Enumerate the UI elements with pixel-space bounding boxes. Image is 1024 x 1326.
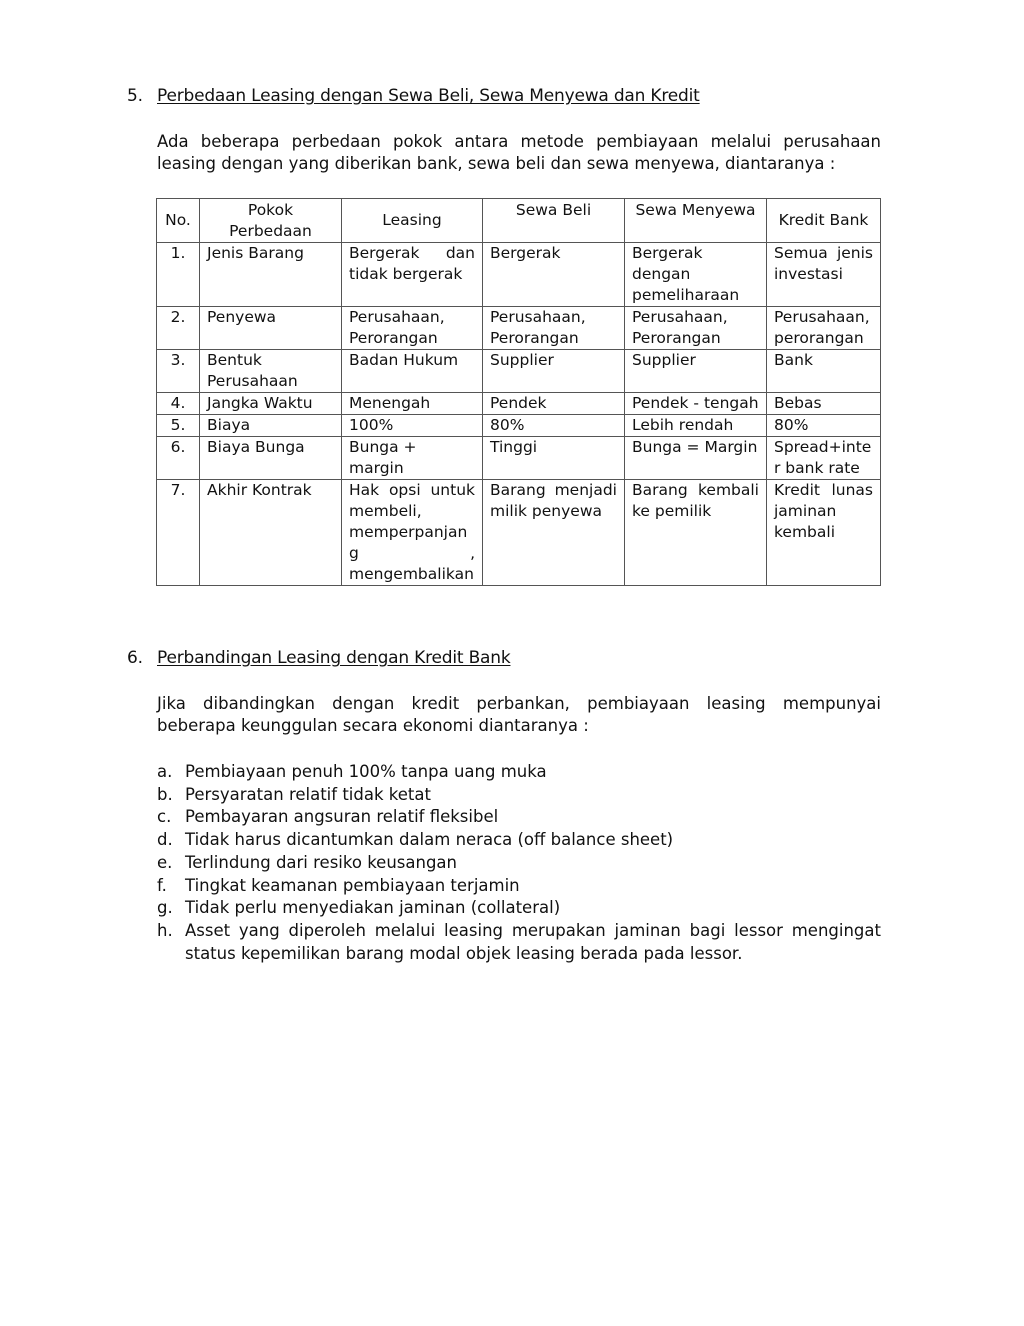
cell-sewa-beli: Barang menjadi milik penyewa xyxy=(483,480,625,586)
section-5-intro: Ada beberapa perbedaan pokok antara metode pembiayaan melalui perusahaan leasing dengan yang diberikan bank, sewa beli dan sewa menyewa, diantaranya : xyxy=(157,132,881,173)
cell-leasing: Badan Hukum xyxy=(342,350,483,393)
cell-sewa-menyewa: Bunga = Margin xyxy=(625,437,767,480)
header-sewa-beli: Sewa Beli xyxy=(483,199,625,243)
list-item xyxy=(157,920,881,965)
cell-leasing: Menengah xyxy=(342,393,483,415)
comparison-table xyxy=(156,198,881,586)
list-marker: d. xyxy=(157,830,173,850)
list-item-text: Tingkat keamanan pembiayaan terjamin xyxy=(185,875,520,895)
list-marker: c. xyxy=(157,807,172,827)
cell-sewa-menyewa: Perusahaan, Perorangan xyxy=(625,307,767,350)
cell-kredit-bank: Bank xyxy=(767,350,881,393)
cell-no: 1. xyxy=(157,243,200,307)
header-pokok-perbedaan-label: Pokok Perbedaan xyxy=(229,201,312,240)
list-marker: h. xyxy=(157,920,173,940)
header-pokok-perbedaan xyxy=(200,199,342,243)
list-item-text: Tidak harus dicantumkan dalam neraca (off balance sheet) xyxy=(185,830,674,850)
header-sewa-menyewa: Sewa Menyewa xyxy=(625,199,767,243)
cell-kredit-bank: Kredit lunas jaminan kembali xyxy=(767,480,881,586)
cell-sewa-menyewa: Supplier xyxy=(625,350,767,393)
list-marker: g. xyxy=(157,898,173,918)
cell-pokok: Penyewa xyxy=(200,307,342,350)
cell-pokok: Biaya xyxy=(200,415,342,437)
table-row xyxy=(157,415,881,437)
table-body xyxy=(157,243,881,586)
cell-pokok: Jenis Barang xyxy=(200,243,342,307)
table-header-row xyxy=(157,199,881,243)
list-marker: e. xyxy=(157,852,173,872)
list-item xyxy=(157,897,881,920)
section-6-title: Perbandingan Leasing dengan Kredit Bank xyxy=(157,648,511,668)
table-row xyxy=(157,350,881,393)
cell-sewa-menyewa: Pendek - tengah xyxy=(625,393,767,415)
list-item xyxy=(157,806,881,829)
list-item-text: Pembayaran angsuran relatif fleksibel xyxy=(185,807,499,827)
cell-sewa-beli: Perusahaan, Perorangan xyxy=(483,307,625,350)
table-row xyxy=(157,480,881,586)
cell-no: 2. xyxy=(157,307,200,350)
header-no: No. xyxy=(157,199,200,243)
list-item xyxy=(157,784,881,807)
cell-no: 7. xyxy=(157,480,200,586)
table-row xyxy=(157,307,881,350)
cell-sewa-beli: Supplier xyxy=(483,350,625,393)
list-item xyxy=(157,852,881,875)
cell-kredit-bank: Semua jenis investasi xyxy=(767,243,881,307)
cell-leasing: Hak opsi untuk membeli, memperpanjang , mengembalikan xyxy=(342,480,483,586)
list-item-text: Pembiayaan penuh 100% tanpa uang muka xyxy=(185,762,547,781)
cell-leasing: Bunga + margin xyxy=(342,437,483,480)
section-5-heading xyxy=(127,86,700,106)
header-leasing: Leasing xyxy=(342,199,483,243)
list-item xyxy=(157,875,881,898)
advantages-list xyxy=(157,761,881,965)
cell-leasing: Bergerak dan tidak bergerak xyxy=(342,243,483,307)
cell-kredit-bank: Bebas xyxy=(767,393,881,415)
cell-sewa-menyewa: Barang kembali ke pemilik xyxy=(625,480,767,586)
list-marker: f. xyxy=(157,875,167,895)
cell-no: 4. xyxy=(157,393,200,415)
cell-pokok: Biaya Bunga xyxy=(200,437,342,480)
list-item-text: Persyaratan relatif tidak ketat xyxy=(185,784,431,804)
list-item-text: Tidak perlu menyediakan jaminan (collateral) xyxy=(185,898,561,918)
cell-sewa-beli: Bergerak xyxy=(483,243,625,307)
list-marker: b. xyxy=(157,784,173,804)
cell-no: 3. xyxy=(157,350,200,393)
cell-sewa-menyewa: Bergerak dengan pemeliharaan xyxy=(625,243,767,307)
header-kredit-bank: Kredit Bank xyxy=(767,199,881,243)
table-row xyxy=(157,243,881,307)
cell-kredit-bank: Spread+inte r bank rate xyxy=(767,437,881,480)
section-5-number: 5. xyxy=(127,86,143,106)
list-item-text: Asset yang diperoleh melalui leasing merupakan jaminan bagi lessor mengingat status kepemilikan barang modal objek leasing berada pada lessor. xyxy=(185,920,881,963)
cell-sewa-beli: Pendek xyxy=(483,393,625,415)
cell-kredit-bank: Perusahaan, perorangan xyxy=(767,307,881,350)
cell-no: 5. xyxy=(157,415,200,437)
cell-pokok: Jangka Waktu xyxy=(200,393,342,415)
section-5-title: Perbedaan Leasing dengan Sewa Beli, Sewa Menyewa dan Kredit xyxy=(157,86,700,106)
list-item-text: Terlindung dari resiko keusangan xyxy=(185,852,457,872)
list-item xyxy=(157,829,881,852)
list-marker: a. xyxy=(157,762,173,781)
section-6-heading xyxy=(127,648,510,668)
list-item xyxy=(157,761,881,784)
cell-leasing: Perusahaan, Perorangan xyxy=(342,307,483,350)
cell-pokok: Bentuk Perusahaan xyxy=(200,350,342,393)
cell-sewa-menyewa: Lebih rendah xyxy=(625,415,767,437)
cell-no: 6. xyxy=(157,437,200,480)
section-6-intro: Jika dibandingkan dengan kredit perbankan, pembiayaan leasing mempunyai beberapa keunggulan secara ekonomi diantaranya : xyxy=(157,694,881,735)
cell-kredit-bank: 80% xyxy=(767,415,881,437)
section-6-number: 6. xyxy=(127,648,143,668)
table-row xyxy=(157,437,881,480)
table-row xyxy=(157,393,881,415)
cell-pokok: Akhir Kontrak xyxy=(200,480,342,586)
cell-leasing: 100% xyxy=(342,415,483,437)
cell-sewa-beli: Tinggi xyxy=(483,437,625,480)
cell-sewa-beli: 80% xyxy=(483,415,625,437)
